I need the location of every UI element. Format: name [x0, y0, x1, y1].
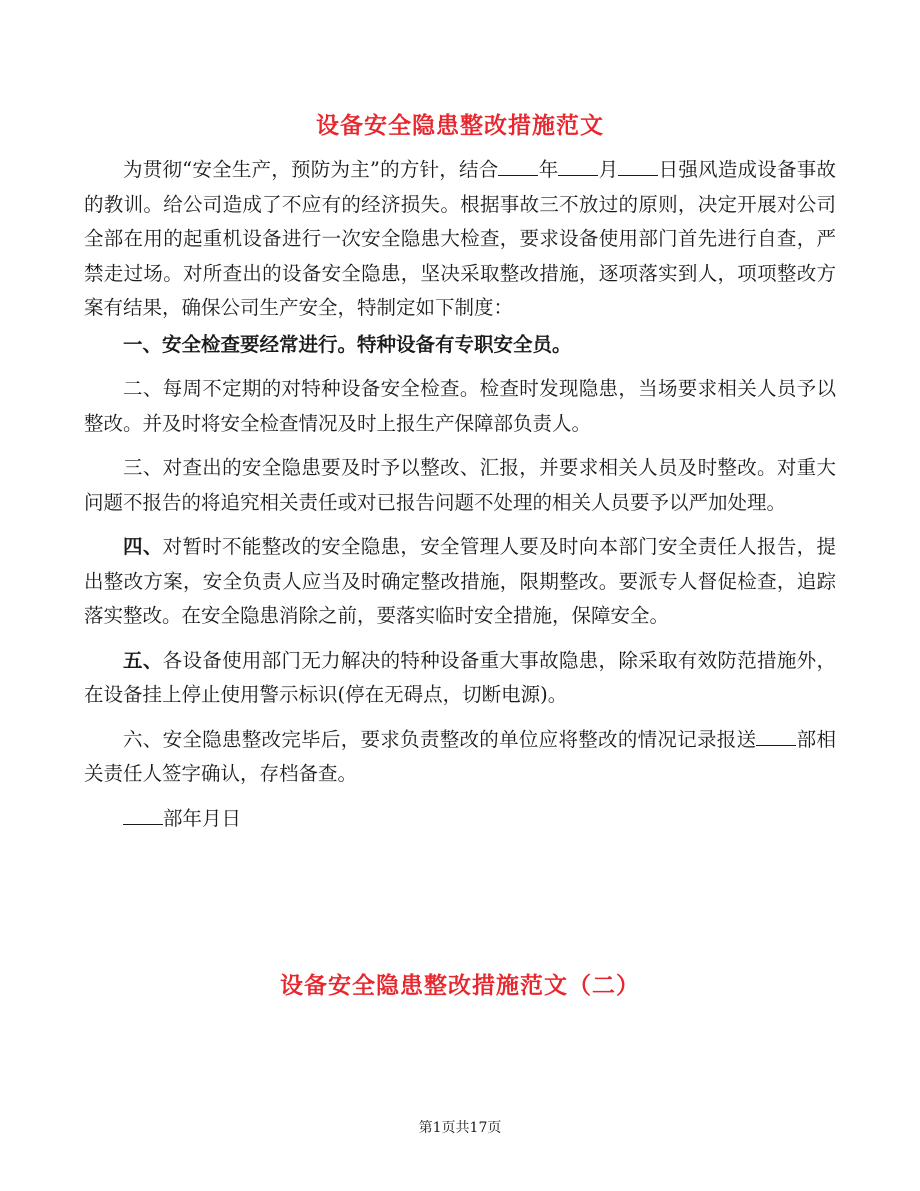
blank-field	[498, 157, 538, 176]
blank-field	[618, 157, 658, 176]
item-3: 三、对查出的安全隐患要及时予以整改、汇报，并要求相关人员及时整改。对重大问题不报告的将追究相关责任或对已报告问题不处理的相关人员要予以严加处理。	[84, 456, 836, 514]
page-number: 第1页共17页	[418, 1120, 502, 1136]
intro-text-rest: 日强风造成设备事故的教训。给公司造成了不应有的经济损失。根据事故三不放过的原则，决定开展对公司全部在用的起重机设备进行一次安全隐患大检查，要求设备使用部门首先进行自查，严禁走过场。对所查出的设备安全隐患，坚决采取整改措施，逐项落实到人，项项整改方案有结果，确保公司生产安全，特制定如下制度：	[84, 158, 836, 319]
signature-line	[84, 802, 836, 837]
item-5	[84, 644, 836, 713]
item-4-number: 四、	[123, 535, 163, 558]
item-5-number: 五、	[123, 648, 163, 672]
document-body	[84, 153, 836, 836]
item-6	[84, 723, 836, 792]
intro-month: 月	[598, 158, 619, 181]
intro-text-start: 为贯彻“安全生产，预防为主”的方针，结合	[123, 158, 499, 181]
item-4-text: 对暂时不能整改的安全隐患，安全管理人要及时向本部门安全责任人报告，提出整改方案，安全负责人应当及时确定整改措施，限期整改。要派专人督促检查，追踪落实整改。在安全隐患消除之前，要落实临时安全措施，保障安全。	[84, 535, 836, 627]
intro-year: 年	[538, 158, 559, 181]
blank-field	[756, 727, 796, 746]
document-title: 设备安全隐患整改措施范文	[316, 112, 604, 139]
intro-paragraph	[84, 153, 836, 326]
signature-date: 部年月日	[163, 806, 242, 830]
item-4	[84, 530, 836, 634]
item-1: 一、安全检查要经常进行。特种设备有专职安全员。	[123, 332, 572, 356]
blank-field	[558, 157, 598, 176]
section-title-2: 设备安全隐患整改措施范文（二）	[280, 972, 640, 999]
item-6-text-start: 六、安全隐患整改完毕后，要求负责整改的单位应将整改的情况记录报送	[123, 727, 757, 751]
item-6-text-end: 部相关责任人签字确认，存档备查。	[84, 727, 836, 785]
blank-field	[123, 806, 163, 825]
item-5-text: 各设备使用部门无力解决的特种设备重大事故隐患，除采取有效防范措施外，在设备挂上停止使用警示标识(停在无碍点，切断电源)。	[84, 648, 836, 706]
item-2: 二、每周不定期的对特种设备安全检查。检查时发现隐患，当场要求相关人员予以整改。并及时将安全检查情况及时上报生产保障部负责人。	[84, 377, 836, 435]
